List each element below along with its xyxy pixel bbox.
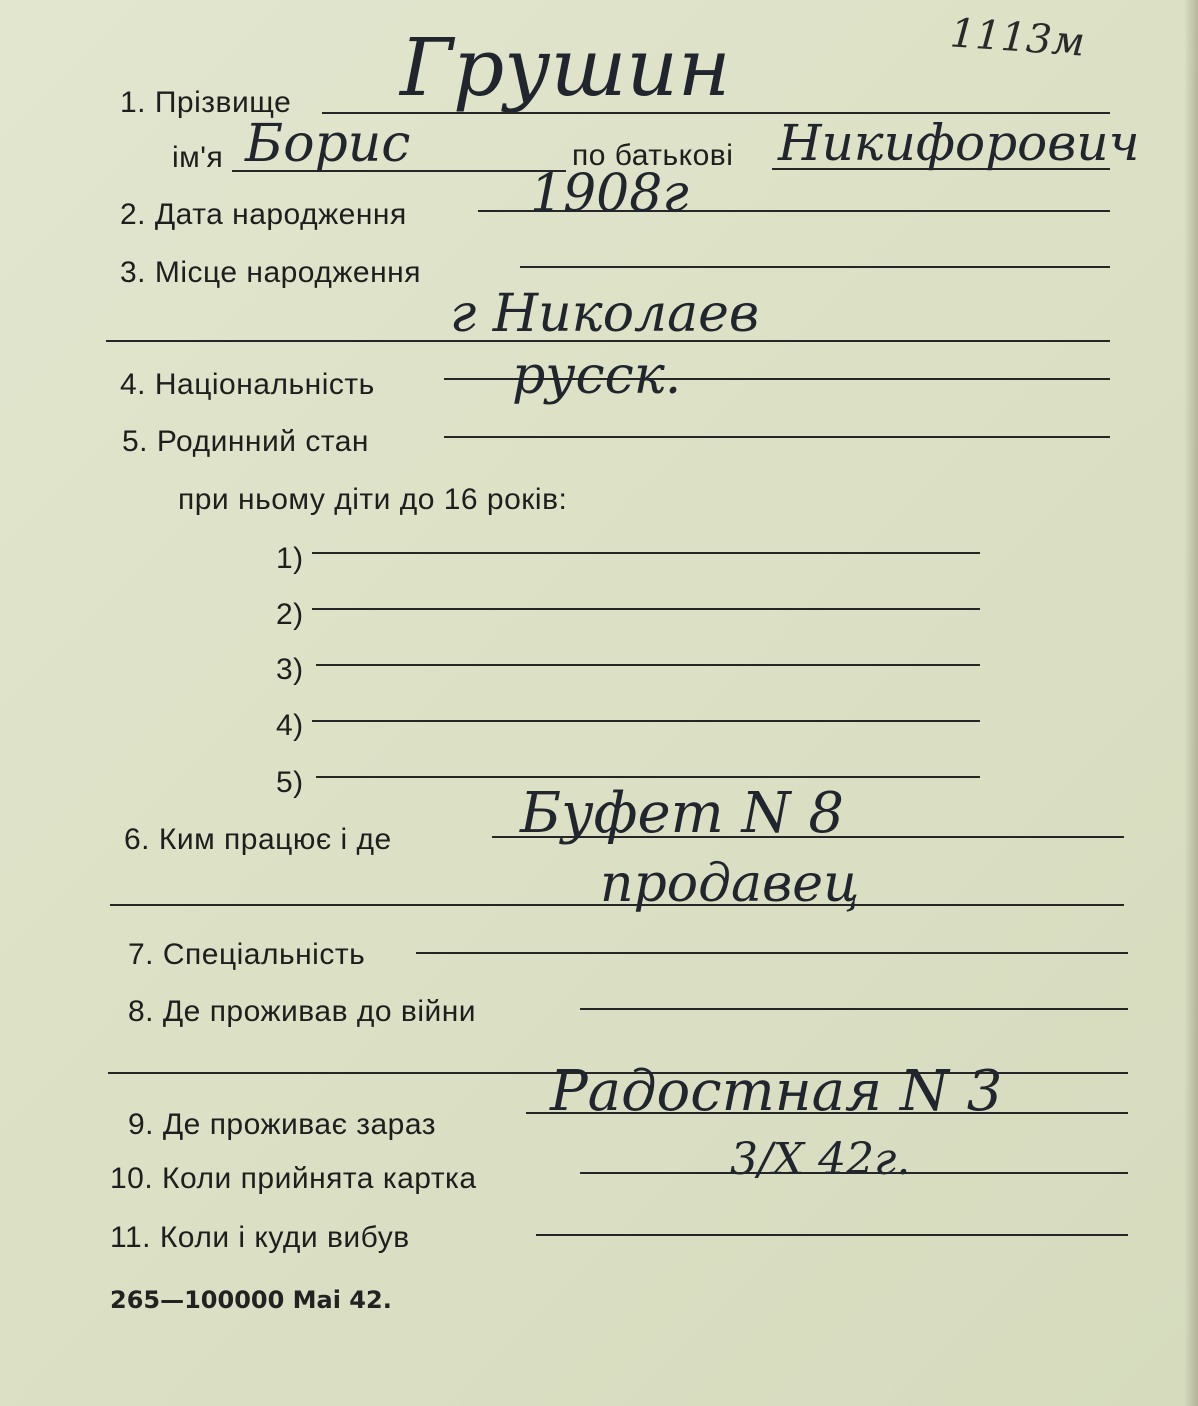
child-3-line — [316, 664, 980, 666]
patronymic-value: Никифорович — [778, 114, 1140, 172]
birth-date-label: 2. Дата народження — [120, 198, 407, 231]
birth-place-label: 3. Місце народження — [120, 256, 421, 289]
child-4-line — [312, 720, 980, 722]
specialty-line — [416, 952, 1128, 954]
patronymic-label: по батькові — [572, 139, 734, 172]
child-1-label: 1) — [276, 542, 304, 575]
birth-place-line-1 — [520, 266, 1110, 268]
child-3-label: 3) — [276, 653, 304, 686]
work-label: 6. Ким працює і де — [124, 823, 392, 856]
child-5-label: 5) — [276, 766, 304, 799]
current-residence-label: 9. Де проживає зараз — [128, 1108, 436, 1141]
surname-label: 1. Прізвище — [120, 86, 292, 119]
current-residence-value: Радостная N 3 — [550, 1059, 1003, 1124]
print-code: 265—100000 Mai 42. — [110, 1286, 392, 1314]
name-value: Борис — [245, 114, 411, 174]
family-status-line — [444, 436, 1110, 438]
child-2-line — [312, 608, 980, 610]
card-accepted-label: 10. Коли прийнята картка — [110, 1162, 477, 1195]
birth-date-value: 1908г — [530, 164, 689, 224]
birth-place-value: г Николаев — [450, 284, 760, 344]
child-2-label: 2) — [276, 598, 304, 631]
work-value-1: Буфет N 8 — [520, 781, 844, 846]
prewar-residence-label: 8. Де проживав до війни — [128, 995, 477, 1028]
child-5-line — [316, 776, 980, 778]
name-label: ім'я — [172, 141, 224, 174]
nationality-value: русск. — [512, 346, 682, 406]
prewar-residence-line-1 — [580, 1008, 1128, 1010]
children-label: при ньому діти до 16 років: — [178, 483, 568, 516]
child-1-line — [312, 552, 980, 554]
archive-number: 1113м — [948, 10, 1087, 66]
family-status-label: 5. Родинний стан — [122, 425, 369, 458]
departure-line — [536, 1234, 1128, 1236]
departure-label: 11. Коли і куди вибув — [110, 1221, 410, 1254]
work-value-2: продавец — [600, 854, 860, 914]
card-accepted-value: 3/X 42г. — [730, 1134, 911, 1185]
nationality-label: 4. Національність — [120, 368, 375, 401]
specialty-label: 7. Спеціальність — [128, 938, 366, 971]
surname-value: Грушин — [400, 21, 731, 114]
child-4-label: 4) — [276, 709, 304, 742]
